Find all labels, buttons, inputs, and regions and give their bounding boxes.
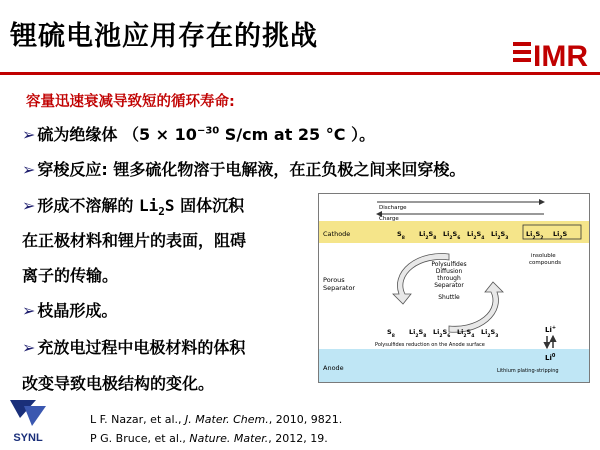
- synl-logo-text: SYNL: [13, 432, 43, 444]
- bullet-dendrite: ➢ 枝晶形成。: [22, 301, 118, 320]
- species-label: $Li_2S_6$: [443, 230, 461, 241]
- bottom-species-row: [387, 328, 498, 339]
- li-s-shuttle-diagram: [318, 193, 590, 383]
- li-plus-label: Li+: [545, 325, 557, 334]
- title-divider: [0, 72, 600, 75]
- insoluble-label-1: insoluble: [531, 253, 556, 259]
- bullet-shuttle: ➢ 穿梭反应: 锂多硫化物溶于电解液，在正负极之间来回穿梭。: [22, 160, 466, 179]
- arrow-bullet-icon: ➢: [22, 196, 36, 215]
- center-label-2: Diffusion: [435, 268, 463, 275]
- species-label: $Li_2S_4$: [457, 328, 475, 339]
- slide-subtitle: 容量迅速衰减导致短的循环寿命:: [26, 94, 235, 110]
- li-zero-label: Li$^0$: [545, 353, 556, 362]
- species-label: $Li_2S$: [553, 230, 568, 241]
- species-label: $Li_2S_2$: [526, 230, 544, 241]
- bullet-volume-line2: 改变导致电极结构的变化。: [22, 374, 215, 393]
- slide-title: 锂硫电池应用存在的挑战: [10, 21, 318, 52]
- center-label-1: Polysulfides: [431, 261, 467, 268]
- reduction-label: Polysulfides reduction on the Anode surface: [375, 342, 485, 348]
- discharge-label: Discharge: [379, 205, 407, 211]
- species-label: $Li_2S_4$: [467, 230, 485, 241]
- imr-logo: [513, 36, 591, 70]
- imr-logo-text: IMR: [533, 40, 588, 70]
- reference-2: P G. Bruce, et al., Nature. Mater., 2012, 19.: [90, 432, 328, 445]
- bullet-volume: ➢ 充放电过程中电极材料的体积: [22, 338, 246, 357]
- charge-label: Charge: [379, 216, 399, 222]
- anode-label: Anode: [323, 364, 344, 372]
- bullet-li2s-line3: 离子的传输。: [22, 266, 119, 285]
- arrow-bullet-icon: ➢: [22, 338, 36, 357]
- species-label: $Li_2S_3$: [481, 328, 499, 339]
- arrow-bullet-icon: ➢: [22, 125, 36, 144]
- bullet-insulator: ➢ 硫为绝缘体 （$5 \times 10^{-30}$ S/cm at 25 °C ）。: [22, 125, 376, 144]
- center-label-4: Separator: [434, 282, 464, 289]
- species-label: $Li_2S_6$: [433, 328, 451, 339]
- shuttle-label: Shuttle: [438, 294, 460, 301]
- reference-1: L F. Nazar, et al., J. Mater. Chem., 2010, 9821.: [90, 413, 343, 426]
- synl-logo: [6, 396, 50, 444]
- arrow-bullet-icon: ➢: [22, 160, 36, 179]
- arrow-bullet-icon: ➢: [22, 301, 36, 320]
- plating-label: Lithium plating-stripping: [497, 368, 559, 374]
- species-label: $S_8$: [387, 328, 395, 339]
- diagram-canvas: [319, 194, 589, 382]
- center-label-3: through: [437, 275, 461, 282]
- species-label: $S_8$: [397, 230, 405, 241]
- insoluble-label-2: compounds: [529, 260, 561, 266]
- bullet-li2s: ➢ 形成不溶解的 $Li_2S$ 固体沉积: [22, 196, 245, 219]
- porous-label-2: Separator: [323, 284, 356, 292]
- species-label: $Li_2S_8$: [409, 328, 427, 339]
- species-label: $Li_2S_8$: [419, 230, 437, 241]
- shuttle-arrow-right: [449, 282, 503, 332]
- species-label: $Li_2S_3$: [491, 230, 509, 241]
- porous-label-1: Porous: [323, 276, 345, 284]
- bullet-li2s-line2: 在正极材料和锂片的表面，阻碍: [22, 231, 247, 250]
- cathode-label: Cathode: [323, 230, 351, 238]
